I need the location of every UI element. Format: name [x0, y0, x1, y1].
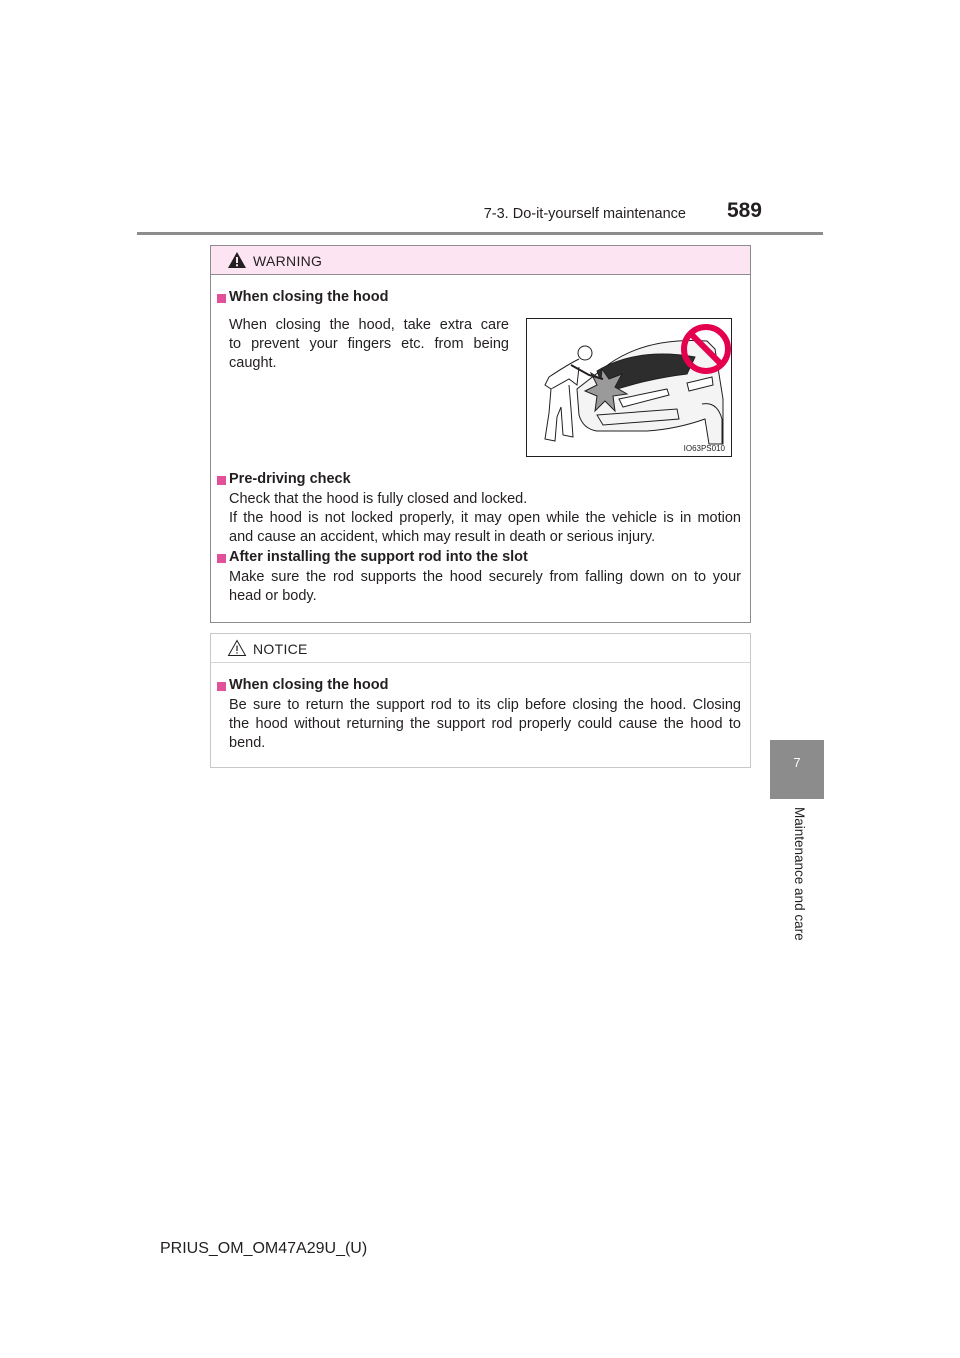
document-code: PRIUS_OM_OM47A29U_(U)	[160, 1240, 368, 1257]
warning-text-closing-hood: When closing the hood, take extra care to prevent your fingers etc. from being caught.	[229, 317, 509, 371]
warning-heading-support-rod: After installing the support rod into the slot	[229, 549, 528, 565]
bullet-square	[217, 476, 226, 485]
bullet-square	[217, 682, 226, 691]
notice-heading-closing-hood: When closing the hood	[229, 677, 389, 693]
bullet-square	[217, 294, 226, 303]
notice-text-closing-hood: Be sure to return the support rod to its clip before closing the hood. Closing the hood without returning the support rod properly could cause the hood to bend.	[229, 697, 741, 751]
chapter-number: 7	[793, 755, 801, 770]
notice-header	[211, 634, 750, 663]
notice-box	[210, 633, 751, 768]
chapter-label: Maintenance and care	[792, 807, 807, 941]
bullet-square	[217, 554, 226, 563]
warning-title: WARNING	[253, 253, 323, 269]
warning-text-support-rod: Make sure the rod supports the hood securely from falling down on to your head or body.	[229, 569, 741, 604]
caution-icon	[227, 639, 247, 657]
warning-heading-pre-driving: Pre-driving check	[229, 471, 351, 487]
page-number: 589	[726, 199, 762, 222]
header-rule	[137, 232, 823, 235]
notice-title: NOTICE	[253, 641, 308, 657]
warning-heading-closing-hood: When closing the hood	[229, 289, 389, 305]
section-title: 7-3. Do-it-yourself maintenance	[483, 206, 686, 222]
warning-text-pre-driving: Check that the hood is fully closed and locked. If the hood is not locked properly, it may open while the vehicle is in motion and cause an accident, which may result in death or serious injury.	[229, 491, 741, 545]
figure-code: IO63PS010	[683, 444, 725, 453]
hood-pinch-drawing	[527, 319, 731, 456]
warning-header	[211, 246, 750, 275]
warning-icon	[227, 251, 247, 269]
hood-closing-illustration	[526, 318, 732, 457]
